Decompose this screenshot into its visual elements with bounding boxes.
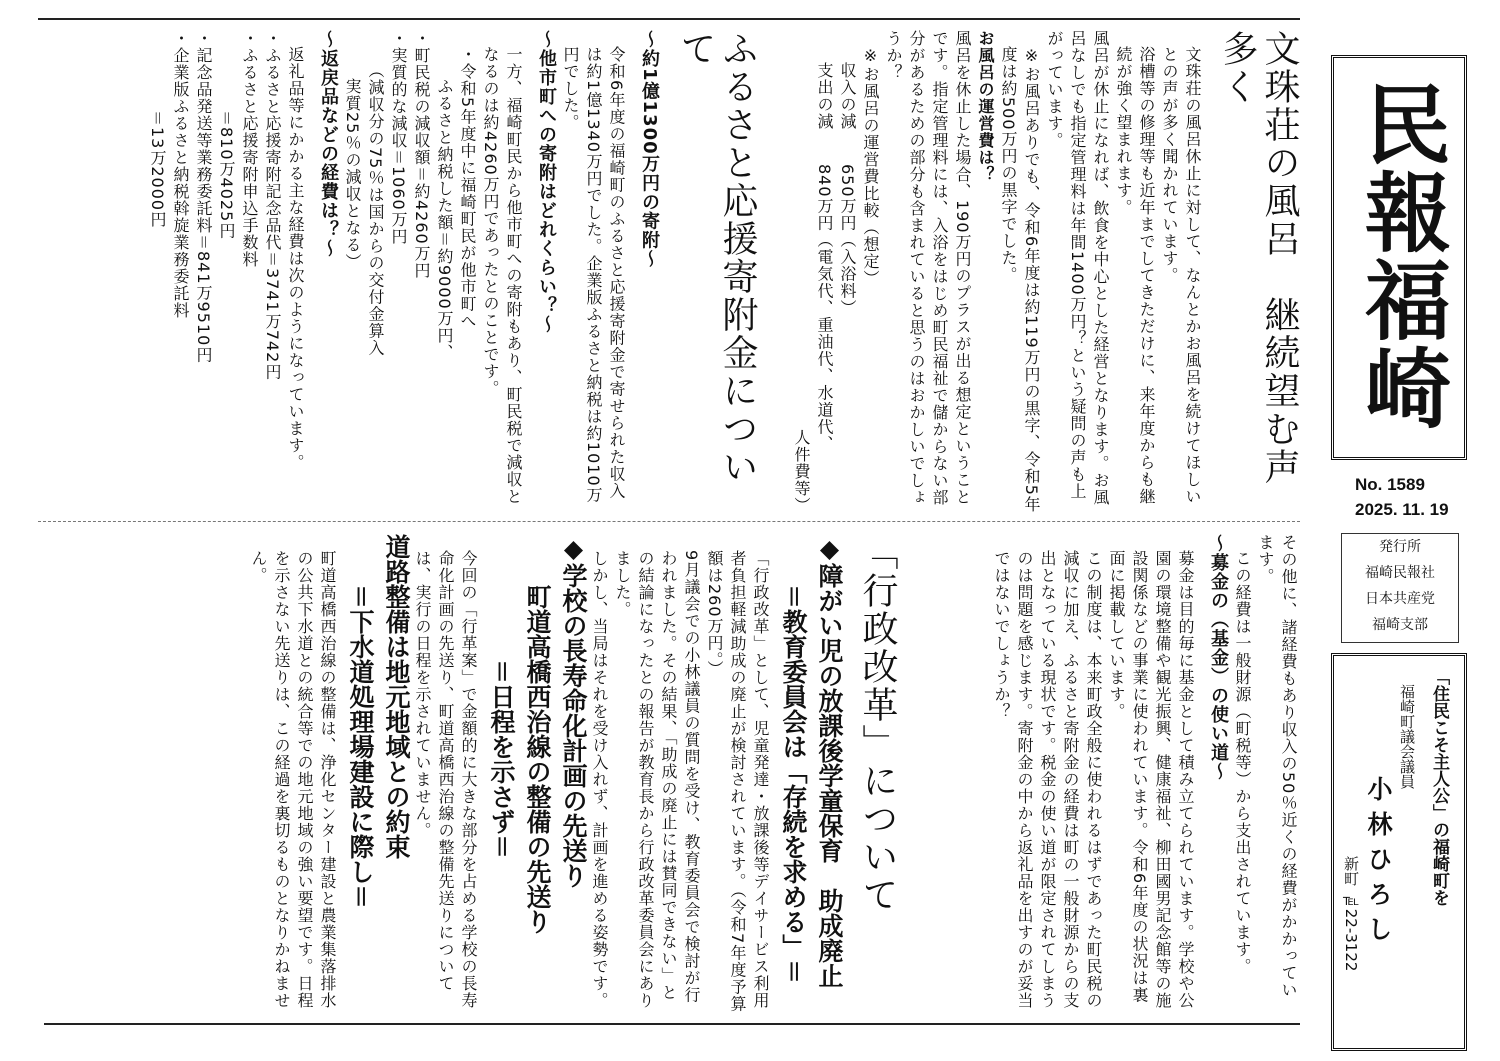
headline-gyosei-kaikaku: 「行政改革」について bbox=[857, 534, 898, 914]
paragraph: 浴槽等の修理等も近年までしてきただけに、来年度からも継続が強く望まれます。 bbox=[1114, 46, 1156, 505]
paragraph: 一方、福崎町民から他市町への寄附もあり、町民税で減収となるのは約4260万円であったとのことです。 bbox=[481, 46, 523, 505]
expense-item: ・ふるさと応援寄附申込手数料 bbox=[240, 30, 259, 268]
article-bunjuso bbox=[765, 30, 1300, 514]
subheading-school-longevity: ◆学校の長寿命化計画の先送り bbox=[559, 534, 588, 888]
paragraph: 風呂が休止になれば、飲食を中心とした経営となります。お風呂なしでも指定管理料は年間1400万円？という疑問の声も上がっています。 bbox=[1045, 30, 1110, 506]
rep-title: 福崎町議会議員 bbox=[1398, 684, 1416, 789]
top-rule bbox=[38, 18, 1300, 20]
party-name: 日本共産党 bbox=[1365, 591, 1435, 607]
subheading-bath-cost: お風呂の運営費は？ bbox=[976, 30, 995, 183]
cost-line-expense-cont: 人件費等） bbox=[792, 429, 811, 514]
paragraph: 募金は目的毎に基金として積み立てられています。学校や公園の環境整備や観光振興、健康福祉、柳田國男記念館等の施設関係などの事業に使われています。令和6年度の状況は裏面に掲載しています。 bbox=[1107, 550, 1195, 1009]
paragraph: その他に、諸経費もあり収入の50％近くの経費がかかっています。 bbox=[1256, 534, 1298, 999]
subheading-board-of-education: ＝教育委員会は「存続を求める」＝ bbox=[779, 584, 808, 985]
article-gyosei-kaikaku bbox=[40, 534, 898, 1014]
subheading-road-promise: 道路整備は地元地域との約束 bbox=[382, 534, 411, 859]
title-box bbox=[1331, 55, 1467, 460]
paragraph: 文珠荘の風呂休止に対して、なんとかお風呂を続けてほしいとの声が多く聞かれています。 bbox=[1160, 46, 1202, 505]
paragraph: 今回の「行革案」で金額的に大きな部分を占める学校の長寿命化計画の先送り、町道高橋西治線の整備先送りについては、実行の日程を示されていません。 bbox=[413, 550, 478, 1009]
rep-name: 小林ひろし bbox=[1364, 776, 1393, 951]
paragraph: しかし、当局はそれを受け入れず、計画を進める姿勢です。 bbox=[590, 550, 609, 1009]
paragraph: 令和6年度の福崎町のふるさと応援寄附金で寄せられた収入は約1億1340万円でした。企業版ふるさと納税は約1010万円でした。 bbox=[561, 46, 626, 504]
masthead bbox=[1325, 55, 1475, 1045]
expense-item: ・ふるさと応援寄附記念品代＝3741万742円 bbox=[263, 30, 282, 381]
subheading-sewage-plant: ＝下水道処理場建設に際し＝ bbox=[346, 584, 375, 910]
cost-line-income: 収入の減 650万円（入浴料） bbox=[838, 62, 857, 317]
expense-item: ・記念品発送等業務委託料＝841万9510円 bbox=[194, 30, 213, 364]
publisher-name: 福崎民報社 bbox=[1365, 565, 1435, 581]
subheading-donation-total: ～約1億1300万円の寄附～ bbox=[639, 30, 660, 269]
subheading-return-gift-costs: ～返戻品などの経費は？～ bbox=[318, 30, 339, 258]
paragraph: 「行政改革」として、児童発達・放課後等デイサービス利用者負担軽減助成の廃止が検討されています。（令和7年度予算額は260万円。） bbox=[705, 550, 770, 1013]
list-item: ・令和5年度中に福崎町民が他市町へ bbox=[458, 46, 477, 330]
expense-item: ＝13万2000円 bbox=[148, 110, 167, 229]
publisher-box bbox=[1341, 533, 1459, 643]
paragraph: この経費は一般財源（町税等）から支出されています。 bbox=[1233, 550, 1252, 975]
paragraph: ※お風呂ありでも、令和6年度は約119万円の黒字、令和5年度は約500万円の黒字でした。 bbox=[999, 46, 1041, 513]
slogan: 「住民こそ主人公」の福崎町を bbox=[1429, 668, 1449, 906]
paragraph: 町道高橋西治線の整備は、浄化センター建設と農業集落排水の公共下水道との統合等での地元地域の強い要望です。日程を示さない先送りは、この経過を裏切るものとなりかねません。 bbox=[249, 550, 337, 1009]
paragraph: 返礼品等にかかる主な経費は次のようになっています。 bbox=[286, 46, 305, 471]
headline-furusato: ふるさと応援寄附金について bbox=[675, 30, 758, 486]
publisher-label: 発行所 bbox=[1379, 539, 1421, 555]
subheading-road-maintenance: 町道高橋西治線の整備の先送り bbox=[523, 584, 552, 934]
list-item: ・町民税の減収額＝約4260万円 bbox=[412, 30, 431, 279]
paragraph: この制度は、本来町政全般に使われるはずであった町民税の減収に加え、ふるさと寄附金の経費は町の一般財源からの支出となっている現状です。税金の使い道が限定されてしまうのは問題を感じます。寄附金の中から返礼品を出すのが妥当ではないでしょうか？ bbox=[992, 550, 1103, 1009]
article-furusato-continued bbox=[905, 534, 1300, 1014]
rep-tel: 新町 ℡22-3122 bbox=[1342, 856, 1360, 972]
section-divider bbox=[38, 521, 1300, 522]
headline-bunjuso: 文珠荘の風呂 継続望む声多く bbox=[1217, 30, 1300, 486]
list-item: 実質25％の減収となる） bbox=[343, 78, 362, 271]
expense-item: ＝810万4025円 bbox=[217, 110, 236, 240]
subheading-other-towns: ～他市町への寄附はどれくらい？～ bbox=[536, 30, 557, 334]
issue-date: 2025. 11. 19 bbox=[1355, 500, 1449, 519]
subheading-fund-usage: ～募金の（基金）の使い道～ bbox=[1208, 534, 1229, 781]
bottom-rule bbox=[44, 1023, 1300, 1025]
subheading-afterschool-care: ◆障がい児の放課後学童保育 助成廃止 bbox=[815, 534, 844, 988]
expense-item: ・企業版ふるさと納税斡旋業務委託料 bbox=[171, 30, 190, 319]
list-item: ・実質的な減収＝1060万円 bbox=[389, 30, 408, 245]
issue-number: No. 1589 bbox=[1355, 475, 1425, 494]
list-item: （減収分の75％は国からの交付金算入 bbox=[366, 62, 385, 357]
cost-line-expense: 支出の減 840万円（電気代、重油代、水道代、 bbox=[815, 62, 834, 453]
list-item: ふるさと納税した額＝約9000万円、 bbox=[435, 78, 454, 361]
article-furusato bbox=[40, 30, 758, 514]
cost-comparison-note: ※お風呂の運営費比較（想定） bbox=[861, 46, 880, 287]
branch-name: 福崎支部 bbox=[1372, 617, 1428, 633]
paragraph: 9月議会での小林議員の質問を受け、教育委員会で検討が行われました。その結果、「助成の廃止には賛同できない」との結論になったとの報告が教育長から行政改革委員会にありました。 bbox=[613, 550, 701, 1009]
newspaper-title: 民報福崎 bbox=[1350, 80, 1451, 432]
paragraph: 風呂を休止した場合、190万円のプラスが出る想定ということです。指定管理料には、入浴をはじめ町民福祉で儲からない部分があるための部分も含まれていると思うのはおかしいでしょうか？ bbox=[884, 30, 972, 506]
subheading-no-schedule: ＝日程を示さず＝ bbox=[487, 659, 516, 860]
representative-box bbox=[1331, 653, 1467, 1051]
